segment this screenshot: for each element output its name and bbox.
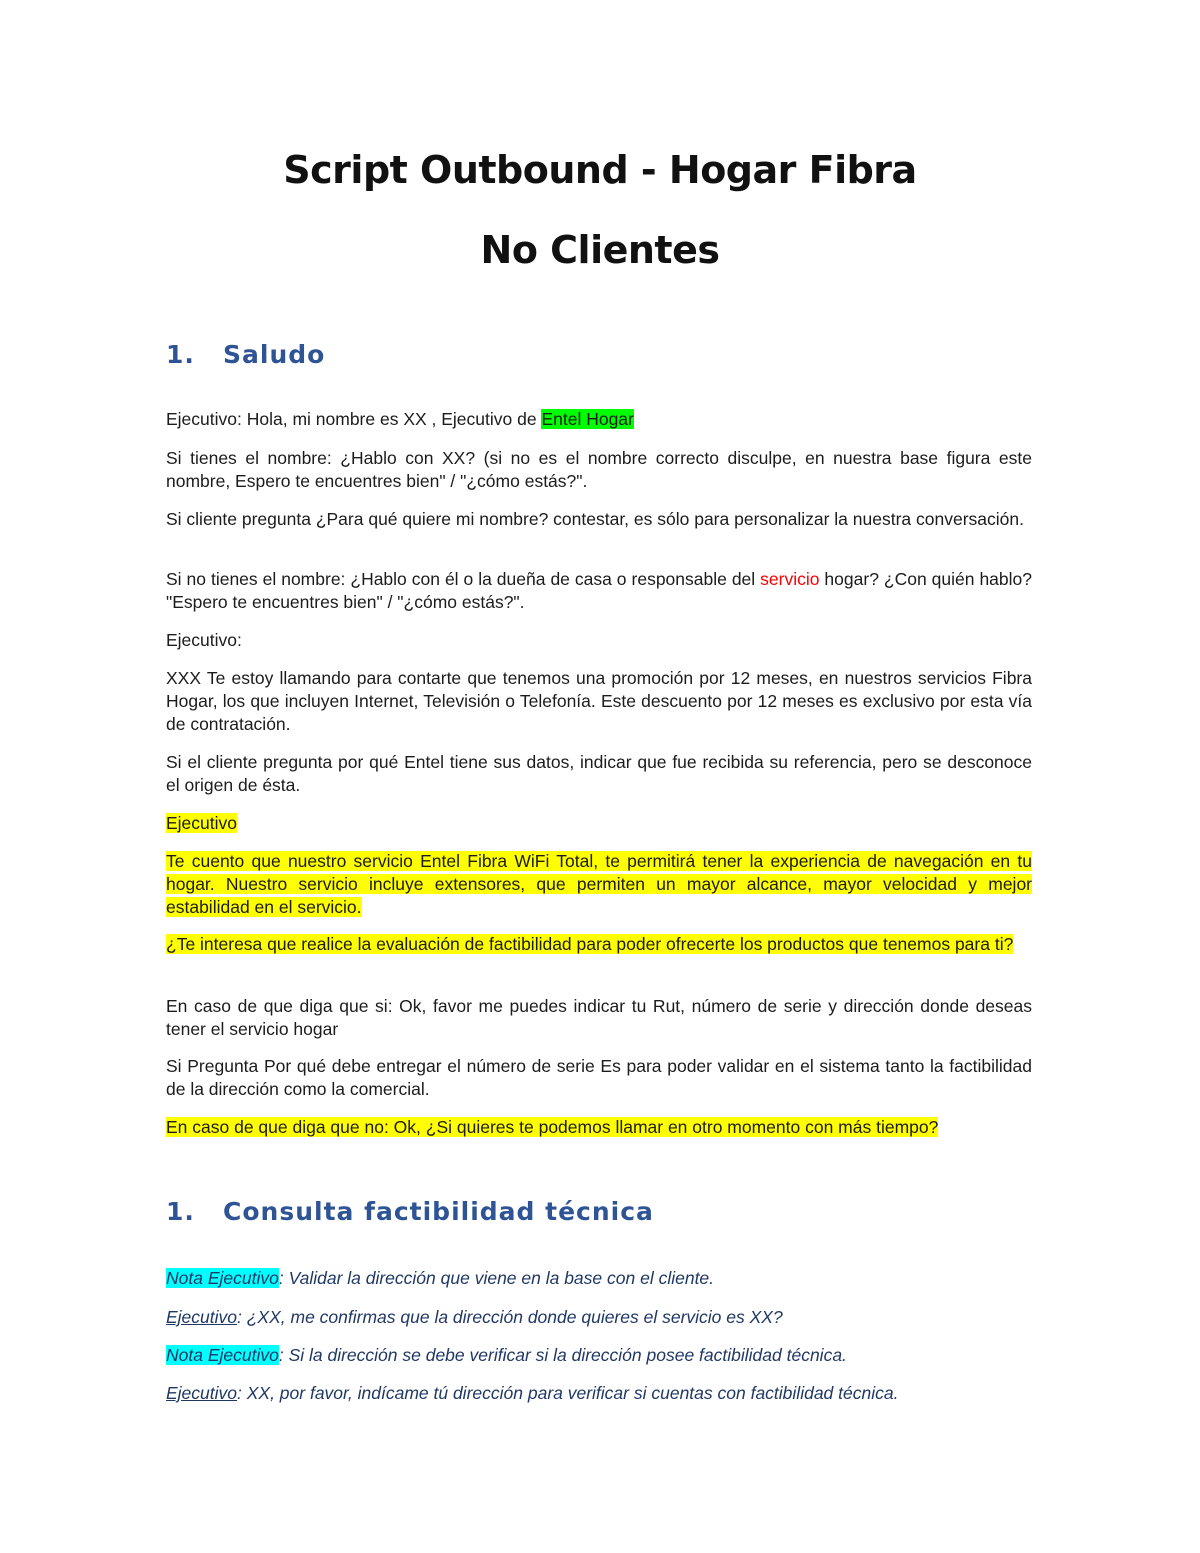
section-heading-factibilidad: [166, 1197, 654, 1226]
paragraph-have-name: Si tienes el nombre: ¿Hablo con XX? (si no es el nombre correcto disculpe, en nuestra base figura este nombre, Espero te encuentres bien" / "¿cómo estás?".: [166, 448, 1032, 491]
paragraph-data-origin: Si el cliente pregunta por qué Entel tiene sus datos, indicar que fue recibida su referencia, pero se desconoce el origen de ésta.: [166, 752, 1032, 795]
paragraph-if-yes: En caso de que diga que si: Ok, favor me puedes indicar tu Rut, número de serie y dirección donde deseas tener el servicio hogar: [166, 996, 1032, 1039]
section-title: Consulta factibilidad técnica: [223, 1197, 654, 1226]
exec-text: : XX, por favor, indícame tú dirección para verificar si cuentas con factibilidad técnica.: [237, 1383, 899, 1403]
section-heading-saludo: [166, 340, 325, 369]
section-number: 1.: [166, 340, 195, 369]
greeting-text: Ejecutivo: Hola, mi nombre es XX , Ejecutivo de: [166, 409, 542, 429]
exec-confirm-address: [166, 1306, 1032, 1329]
exec-text: : ¿XX, me confirmas que la dirección donde quieres el servicio es XX?: [237, 1307, 783, 1327]
note-verify-factibility: [166, 1344, 1032, 1367]
document-title: Script Outbound - Hogar Fibra: [283, 148, 917, 192]
note-label: Nota Ejecutivo: [166, 1268, 279, 1288]
note-validate-address: [166, 1267, 1032, 1290]
no-name-text: Si no tienes el nombre: ¿Hablo con él o la dueña de casa o responsable del: [166, 569, 761, 589]
note-text: : Si la dirección se debe verificar si la dirección posee factibilidad técnica.: [278, 1345, 847, 1365]
paragraph-greeting: [166, 408, 1032, 431]
paragraph-ejecutivo-highlight: [166, 812, 1032, 835]
document-subtitle: No Clientes: [480, 228, 720, 272]
paragraph-wifi-total: [166, 850, 1032, 919]
note-text: : Validar la dirección que viene en la base con el cliente.: [278, 1268, 715, 1288]
highlight-entel-hogar: Entel Hogar: [541, 409, 634, 429]
paragraph-why-name: Si cliente pregunta ¿Para qué quiere mi nombre? contestar, es sólo para personalizar la nuestra conversación.: [166, 509, 1024, 529]
exec-ask-address: [166, 1382, 1032, 1405]
highlight-ejecutivo: Ejecutivo: [166, 813, 238, 833]
no-name-text-end: hogar? ¿Con quién hablo? "Espero te encuentres bien" / "¿cómo estás?".: [166, 569, 1032, 612]
paragraph-no-name: [166, 568, 1032, 614]
highlight-factibility-question: ¿Te interesa que realice la evaluación de factibilidad para poder ofrecerte los productos que tenemos para ti?: [166, 934, 1014, 954]
section-title: Saludo: [223, 340, 326, 369]
section-number: 1.: [166, 1197, 195, 1226]
highlight-if-no: En caso de que diga que no: Ok, ¿Si quieres te podemos llamar en otro momento con más tiempo?: [166, 1117, 939, 1137]
red-word-servicio: servicio: [760, 569, 820, 589]
exec-label: Ejecutivo: [166, 1307, 238, 1327]
paragraph-if-no: [166, 1116, 1032, 1139]
highlight-wifi-total: Te cuento que nuestro servicio Entel Fibra WiFi Total, te permitirá tener la experiencia de navegación en tu hogar. Nuestro servicio incluye extensores, que permiten un mayor alcance, mayor velocidad y mejor estabilidad en el servicio.: [166, 851, 1032, 917]
paragraph-factibility-question: [166, 933, 1032, 956]
paragraph-serial-question: Si Pregunta Por qué debe entregar el número de serie Es para poder validar en el sistema tanto la factibilidad de la dirección como la comercial.: [166, 1056, 1032, 1099]
paragraph-promotion: XXX Te estoy llamando para contarte que tenemos una promoción por 12 meses, en nuestros servicios Fibra Hogar, los que incluyen Internet, Televisión o Telefonía. Este descuento por 12 meses es exclusivo por esta vía de contratación.: [166, 668, 1032, 734]
note-label: Nota Ejecutivo: [166, 1345, 279, 1365]
paragraph-ejecutivo-label: Ejecutivo:: [166, 630, 242, 650]
exec-label: Ejecutivo: [166, 1383, 238, 1403]
